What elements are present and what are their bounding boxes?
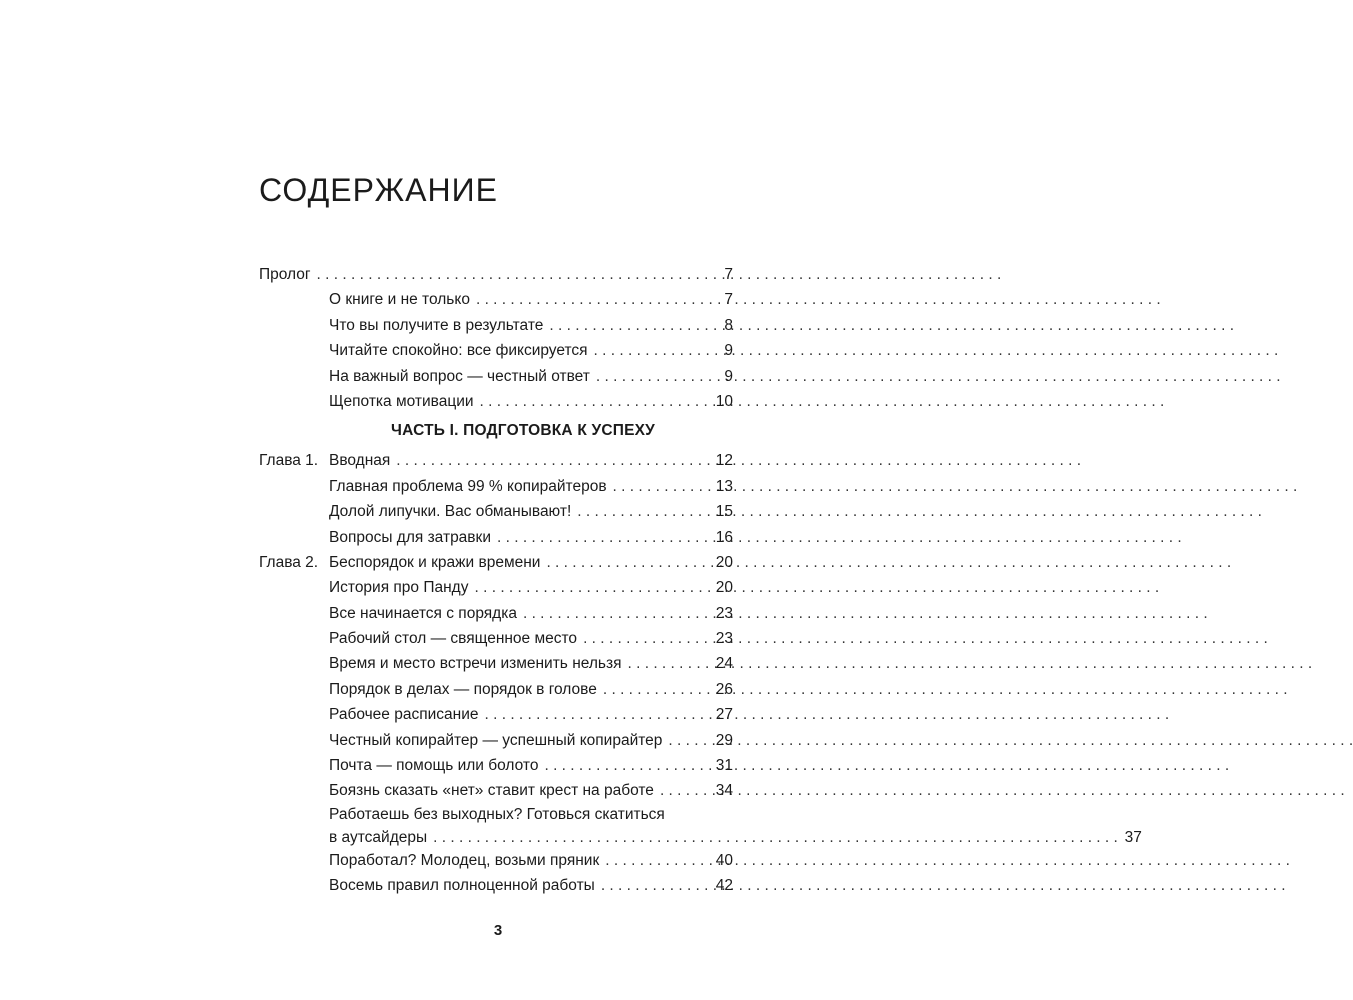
dot-leader (497, 525, 709, 550)
toc-page-number: 40 (715, 851, 733, 869)
toc-page-number: 9 (724, 367, 733, 385)
toc-entry[interactable] (259, 702, 733, 727)
toc-page-number: 42 (715, 877, 733, 895)
dot-leader (433, 825, 1118, 850)
toc-chapter-2[interactable] (259, 550, 733, 575)
page-number-footer: 3 (493, 922, 503, 939)
toc-entry[interactable] (259, 499, 733, 524)
toc-entry-prologue[interactable] (259, 262, 733, 287)
dot-leader (317, 262, 709, 287)
toc-entry[interactable] (259, 626, 733, 651)
dot-leader (474, 575, 709, 600)
toc-entry-text: Поработал? Молодец, возьми пряник (329, 851, 600, 869)
toc-entry-text: Щепотка мотивации (329, 392, 474, 410)
toc-entry-text: Беспорядок и кражи времени (329, 553, 541, 571)
toc-page-number: 8 (724, 316, 733, 334)
dot-leader (549, 313, 709, 338)
toc-entry-text: Рабочее расписание (329, 706, 479, 724)
dot-leader (668, 728, 709, 753)
toc-entry[interactable] (259, 287, 733, 312)
toc-entry-text: О книге и не только (329, 291, 470, 309)
dot-leader (480, 389, 709, 414)
page-title: СОДЕРЖАНИЕ (259, 172, 498, 208)
toc-entry-multiline[interactable] (259, 804, 1142, 848)
toc-entry-text: Пролог (259, 266, 311, 283)
dot-leader (605, 848, 709, 873)
toc-entry-text: Почта — помощь или болото (329, 757, 539, 775)
dot-leader (396, 448, 709, 473)
dot-leader (594, 338, 709, 363)
toc-entry-text: Порядок в делах — порядок в голове (329, 680, 597, 698)
toc-page-number: 20 (715, 553, 733, 571)
toc-entry-text: Вводная (329, 452, 391, 470)
toc-entry[interactable] (259, 338, 733, 363)
toc-entry-text: История про Панду (329, 579, 469, 597)
dot-leader (577, 499, 709, 524)
toc-page-number: 13 (715, 477, 733, 495)
toc-entry-text: На важный вопрос — честный ответ (329, 367, 590, 385)
toc-page-number: 27 (715, 706, 733, 724)
toc-entry-text: Главная проблема 99 % копирайтеров (329, 477, 607, 495)
toc-entry[interactable] (259, 474, 733, 499)
toc-entry[interactable] (259, 601, 733, 626)
toc-page-number: 12 (715, 452, 733, 470)
toc-entry-text: Вопросы для затравки (329, 528, 491, 546)
toc-page-number: 23 (715, 630, 733, 648)
toc-entry[interactable] (259, 313, 733, 338)
dot-leader (660, 778, 709, 803)
toc-page-number: 16 (715, 528, 733, 546)
dot-leader (523, 601, 709, 626)
toc-entry-text: Все начинается с порядка (329, 604, 517, 622)
part-heading[interactable]: ЧАСТЬ I. ПОДГОТОВКА К УСПЕХУ (391, 422, 655, 440)
dot-leader (601, 873, 709, 898)
chapter-label: Глава 1. (259, 452, 319, 470)
chapter-label: Глава 2. (259, 553, 319, 571)
dot-leader (603, 677, 709, 702)
dot-leader (546, 550, 709, 575)
toc-entry[interactable] (259, 778, 733, 803)
toc-entry[interactable] (259, 525, 733, 550)
dot-leader (613, 474, 709, 499)
toc-page-number: 15 (715, 503, 733, 521)
toc-page-number: 9 (724, 342, 733, 360)
toc-page-number: 20 (715, 579, 733, 597)
dot-leader (583, 626, 709, 651)
dot-leader (484, 702, 709, 727)
toc-page-number: 10 (715, 392, 733, 410)
toc-entry[interactable] (259, 753, 733, 778)
toc-entry[interactable] (259, 575, 733, 600)
toc-entry-text-line2: в аутсайдеры (329, 828, 428, 846)
toc-entry-text: Время и место встречи изменить нельзя (329, 655, 622, 673)
toc-entry[interactable] (259, 677, 733, 702)
toc-entry-text: Рабочий стол — священное место (329, 630, 578, 648)
toc-page-number: 24 (715, 655, 733, 673)
dot-leader (544, 753, 709, 778)
toc-page-number: 23 (715, 604, 733, 622)
toc-page-number: 7 (724, 266, 733, 283)
dot-leader (476, 287, 709, 312)
toc-entry-text: Восемь правил полноценной работы (329, 877, 595, 895)
dot-leader (596, 364, 709, 389)
toc-entry-text-line1: Работаешь без выходных? Готовься скатиться (329, 805, 665, 823)
toc-page-number: 37 (1124, 828, 1142, 846)
toc-entry-text: Честный копирайтер — успешный копирайтер (329, 731, 663, 749)
toc-page-number: 7 (724, 291, 733, 309)
toc-page-number: 31 (715, 757, 733, 775)
toc-page-number: 34 (715, 782, 733, 800)
toc-entry[interactable] (259, 364, 733, 389)
toc-entry[interactable] (259, 728, 733, 753)
toc-entry[interactable] (259, 873, 733, 898)
toc-entry[interactable] (259, 651, 733, 676)
toc-entry[interactable] (259, 389, 733, 414)
table-of-contents (259, 262, 1142, 899)
toc-entry-text: Читайте спокойно: все фиксируется (329, 342, 588, 360)
toc-chapter-1[interactable] (259, 448, 733, 473)
toc-entry-text: Боязнь сказать «нет» ставит крест на работе (329, 782, 654, 800)
toc-entry[interactable] (259, 848, 733, 873)
toc-entry-text: Долой липучки. Вас обманывают! (329, 503, 572, 521)
dot-leader (627, 651, 709, 676)
toc-page-number: 29 (715, 731, 733, 749)
toc-page-number: 26 (715, 680, 733, 698)
toc-entry-text: Что вы получите в результате (329, 316, 544, 334)
